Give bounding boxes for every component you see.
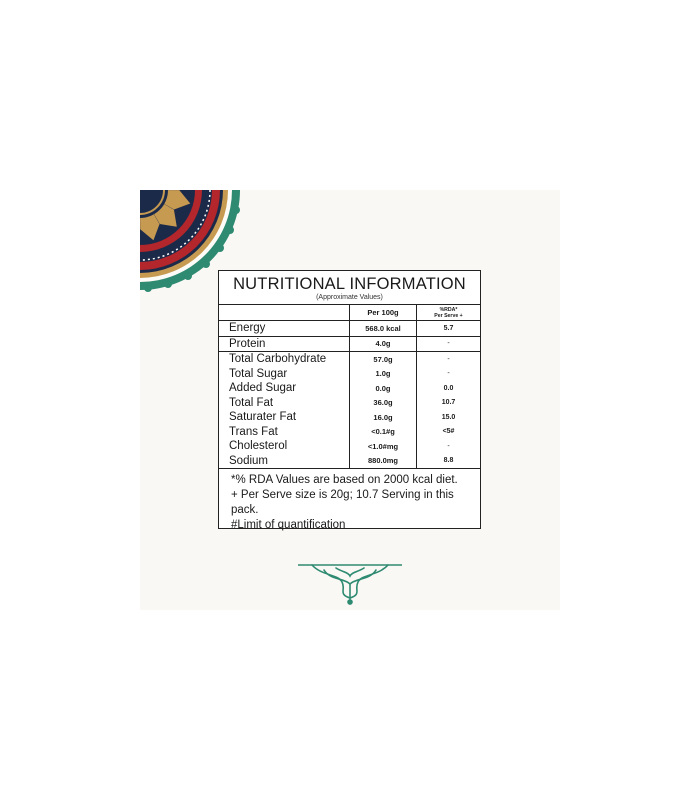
nutrient-per100: <0.1#g [350, 425, 417, 440]
nutrient-rda: 10.7 [417, 396, 481, 411]
nutrition-table [219, 304, 480, 468]
nutrient-per100: 0.0g [350, 381, 417, 396]
footnote-limit: #Limit of quantification [231, 519, 346, 531]
nutrient-rda: - [417, 367, 481, 382]
nutrient-name: Total Sugar [229, 367, 288, 380]
nutrient-name: Total Carbohydrate [229, 353, 327, 366]
nutrient-per100: 57.0g [350, 352, 417, 367]
panel-title: NUTRITIONAL INFORMATION [233, 275, 466, 293]
table-row [219, 454, 480, 469]
header-rda-line1: %RDA* [439, 306, 458, 313]
header-blank [219, 305, 350, 321]
nutrient-rda: - [417, 439, 481, 454]
table-row [219, 396, 480, 411]
nutrient-rda: 8.8 [417, 454, 481, 469]
table-row [219, 321, 480, 337]
table-row [219, 381, 480, 396]
nutrient-rda: 15.0 [417, 410, 481, 425]
nutrition-panel [218, 270, 481, 529]
nutrient-name: Cholesterol [229, 440, 288, 453]
table-row [219, 352, 480, 367]
table-row [219, 439, 480, 454]
nutrient-per100: <1.0#mg [350, 439, 417, 454]
table-header-row [219, 305, 480, 321]
flourish-icon [298, 562, 402, 606]
nutrient-per100: 880.0mg [350, 454, 417, 469]
nutrient-name: Protein [219, 336, 350, 352]
nutrient-name: Sodium [229, 454, 268, 467]
footnote-serve-size: + Per Serve size is 20g; 10.7 Serving in this pack. [231, 489, 454, 516]
nutrient-name: Energy [219, 321, 350, 337]
nutrient-rda: <5# [417, 425, 481, 440]
nutrient-rda: 5.7 [417, 321, 481, 337]
nutrient-name: Added Sugar [229, 382, 297, 395]
nutrient-per100: 1.0g [350, 367, 417, 382]
nutrient-rda: 0.0 [417, 381, 481, 396]
header-rda-line2: Per Serve + [434, 312, 463, 319]
table-row [219, 367, 480, 382]
header-rda [417, 305, 481, 321]
nutrient-per100: 568.0 kcal [350, 321, 417, 337]
nutrient-name: Trans Fat [229, 425, 278, 438]
nutrient-name: Total Fat [229, 396, 274, 409]
nutrient-rda: - [417, 336, 481, 352]
nutrient-per100: 4.0g [350, 336, 417, 352]
panel-subtitle: (Approximate Values) [316, 294, 383, 301]
footnote-rda: *% RDA Values are based on 2000 kcal diet. [231, 474, 458, 486]
table-row [219, 425, 480, 440]
table-row [219, 336, 480, 352]
footnotes [219, 468, 480, 533]
header-per-100g: Per 100g [350, 305, 417, 321]
nutrient-per100: 16.0g [350, 410, 417, 425]
nutrient-name: Saturater Fat [229, 411, 297, 424]
nutrient-rda: - [417, 352, 481, 367]
nutrient-per100: 36.0g [350, 396, 417, 411]
table-row [219, 410, 480, 425]
